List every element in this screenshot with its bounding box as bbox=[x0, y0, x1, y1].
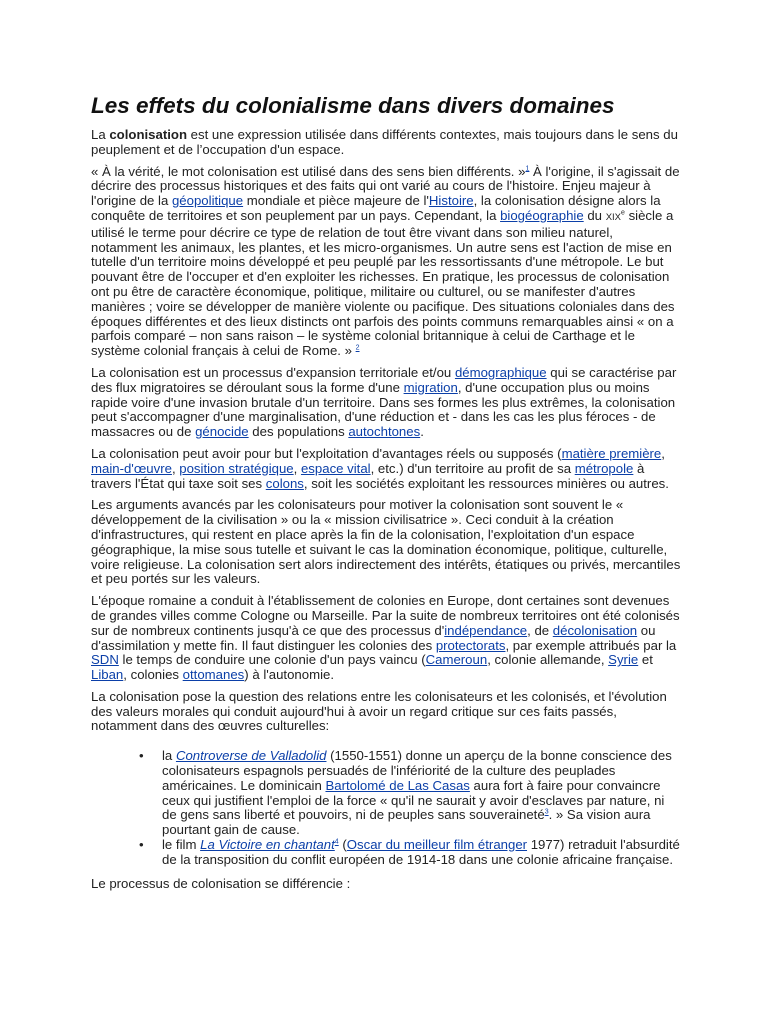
text: du bbox=[583, 207, 606, 223]
paragraph-differentiation: Le processus de colonisation se différencie : bbox=[91, 875, 351, 891]
text: , par exemple attribués par la bbox=[505, 637, 677, 653]
footnote-link-3[interactable]: 3 bbox=[544, 809, 549, 817]
text: la bbox=[162, 748, 176, 764]
text: , soit les sociétés exploitant les ressources minières ou autres. bbox=[303, 475, 669, 491]
text: La colonisation est un processus d'expansion territoriale et/ou bbox=[91, 364, 455, 380]
text: La colonisation peut avoir pour but l'exploitation d'avantages réels ou supposés ( bbox=[91, 445, 562, 461]
page-title: Les effets du colonialisme dans divers domaines bbox=[91, 93, 615, 118]
link-syrie[interactable]: Syrie bbox=[608, 652, 639, 668]
list-item bbox=[139, 748, 681, 838]
text: 1977) retraduit l'absurdité de la transposition du conflit européen de 1914-18 dans une colonie africaine française. bbox=[162, 837, 680, 867]
text: ou d'assimilation y mette fin. Il faut distinguer les colonies des bbox=[91, 622, 656, 653]
paragraph-origin bbox=[91, 165, 681, 359]
link-cameroun[interactable]: Cameroun bbox=[425, 652, 488, 668]
text: , colonies bbox=[123, 667, 183, 683]
text: mondiale et pièce majeure de l' bbox=[243, 193, 429, 209]
italic-title: Controverse de Valladolid bbox=[175, 748, 327, 764]
text: , etc.) d'un territoire au profit de sa bbox=[370, 460, 575, 476]
link-main-doeuvre[interactable]: main-d'œuvre bbox=[91, 460, 172, 476]
link-independance[interactable]: indépendance bbox=[444, 622, 528, 638]
text: « À la vérité, le mot colonisation est utilisé dans des sens bien différents. » bbox=[91, 163, 526, 179]
link-genocide[interactable]: génocide bbox=[195, 424, 249, 440]
link-matiere-premiere[interactable]: matière première bbox=[561, 445, 662, 461]
italic-title: La Victoire en chantant bbox=[200, 837, 335, 853]
text: La bbox=[91, 127, 110, 142]
paragraph-definition bbox=[91, 128, 681, 158]
text: , d'une occupation plus ou moins rapide voire d'une invasion brutale d'un territoire. Dans ses formes les plus extrêmes, la colonisation peut s'accompagner d'une marginalisation, d'une réduction et - dans les cas les plus féroces - de massacres ou de bbox=[91, 379, 676, 440]
text: est une expression utilisée dans différents contextes, mais toujours dans le sens du peuplement et de l’occupation d'un espace. bbox=[91, 127, 678, 157]
text: , la colonisation désigne alors la conquête de territoires et son peuplement par un pays. Cependant, la bbox=[91, 193, 661, 223]
century-suffix: e bbox=[621, 209, 625, 217]
footnote-link-4[interactable]: 4 bbox=[334, 838, 339, 846]
link-controverse-valladolid[interactable] bbox=[176, 748, 327, 763]
link-migration[interactable]: migration bbox=[403, 379, 458, 395]
text: des populations bbox=[248, 424, 349, 440]
text: et bbox=[638, 652, 653, 668]
text: . bbox=[420, 424, 424, 440]
text: L'époque romaine a conduit à l'établissement de colonies en Europe, dont certaines sont devenues de grandes villes comme Cologne ou Marseille. Par la suite de nombreux territoires ont été colonisés sur de nombreux continents jusqu'à ce que des processus d' bbox=[91, 593, 680, 638]
text: qui se caractérise par des flux migratoires se déroulant sous la forme d'une bbox=[91, 364, 677, 395]
paragraph-process bbox=[91, 366, 681, 440]
link-metropole[interactable]: métropole bbox=[574, 460, 634, 476]
bullet-list bbox=[91, 749, 681, 867]
link-sdn[interactable]: SDN bbox=[91, 652, 119, 668]
link-espace-vital[interactable]: espace vital bbox=[300, 460, 371, 476]
link-oscar-film-etranger[interactable]: Oscar du meilleur film étranger bbox=[346, 837, 528, 853]
bullet-icon: • bbox=[139, 748, 144, 764]
link-geopolitique[interactable]: géopolitique bbox=[171, 193, 244, 209]
century-numeral: XIX bbox=[605, 211, 621, 223]
link-histoire[interactable]: Histoire bbox=[428, 193, 474, 209]
text: ) à l'autonomie. bbox=[244, 667, 335, 683]
text: . » Sa vision aura pourtant gain de cause. bbox=[162, 807, 651, 838]
link-demographique[interactable]: démographique bbox=[454, 364, 547, 380]
link-biogeographie[interactable]: biogéographie bbox=[500, 207, 584, 223]
text: À l'origine, il s'agissait de décrire des processus historiques et des faits qui ont varié au cours de l'histoire. Enjeu majeur à l'origine de la bbox=[91, 163, 680, 209]
text: (1550-1551) donne un aperçu de la bonne conscience des colonisateurs espagnols persuadés de l'infériorité de la culture des peuplades américaines. Le dominicain bbox=[162, 748, 672, 793]
text: , de bbox=[527, 622, 553, 638]
link-bartolome-las-casas[interactable]: Bartolomé de Las Casas bbox=[325, 777, 470, 793]
article bbox=[91, 92, 681, 898]
text: le temps de conduire une colonie d'un pays vaincu ( bbox=[118, 652, 426, 668]
text: le film bbox=[162, 837, 201, 853]
link-position-strategique[interactable]: position stratégique bbox=[179, 460, 294, 476]
bold-term: colonisation bbox=[109, 127, 188, 142]
text: siècle a utilisé le terme pour décrire ce type de relation de tout être vivant dans son milieu naturel, notamment les animaux, les plantes, et les micro-organismes. Un autre sens est l'action de mise en tutelle d'un territoire moins développé et peu peuplé par les ressortissants d'une métropole. Le but pouvant être de l'occuper et d'en exploiter les richesses. En pratique, les processus de colonisation ont pu être de caractère économique, politique, militaire ou culturel, ou se manifester d'autres manières ; voire se développer de manière violente ou pacifique. Des situations coloniales dans des époques différentes et des lieux distincts ont parfois des points communs remarquables ainsi « on a parfois comparé – non sans raison – le système colonial britannique à celui de Carthage et le système colonial français à celui de Rome. » bbox=[91, 207, 675, 359]
text: , bbox=[171, 460, 180, 476]
link-protectorats[interactable]: protectorats bbox=[435, 637, 506, 653]
text: , colonie allemande, bbox=[487, 652, 609, 668]
bullet-icon: • bbox=[139, 837, 144, 853]
footnote-link-1[interactable]: 1 bbox=[525, 165, 530, 173]
text: ( bbox=[338, 837, 347, 853]
paragraph-history bbox=[91, 594, 681, 683]
link-decolonisation[interactable]: décolonisation bbox=[552, 622, 638, 638]
text: à travers l'État qui taxe soit ses bbox=[91, 460, 645, 491]
list-item bbox=[139, 837, 681, 868]
paragraph-exploitation bbox=[91, 447, 681, 491]
link-ottomanes[interactable]: ottomanes bbox=[182, 667, 245, 683]
footnote-link-2[interactable]: 2 bbox=[355, 344, 360, 352]
link-liban[interactable]: Liban bbox=[91, 667, 124, 683]
paragraph-relations: La colonisation pose la question des relations entre les colonisateurs et les colonisés, et l'évolution des valeurs morales qui conduit aujourd'hui à avoir un regard critique sur ces faits passés, notamment dans des œuvres culturelles: bbox=[91, 688, 667, 734]
text: , bbox=[661, 445, 665, 461]
text: aura fort à faire pour convaincre ceux qui justifient l'emploi de la force « qu'il ne saurait y avoir d'esclaves par nature, ni de gens sans liberté et pouvoirs, ni de peuples sans souveraineté bbox=[162, 777, 665, 823]
link-la-victoire-en-chantant[interactable] bbox=[200, 837, 335, 852]
link-colons[interactable]: colons bbox=[265, 475, 304, 491]
link-autochtones[interactable]: autochtones bbox=[348, 424, 421, 440]
text: , bbox=[293, 460, 301, 476]
paragraph-arguments: Les arguments avancés par les colonisateurs pour motiver la colonisation sont souvent le « développement de la civilisation » ou la « mission civilisatrice ». Ceci conduit à la création d'infrastructures, qui restent en place après la fin de la colonisation, l'exploitation d'un espace géographique, la mise sous tutelle et suivant le cas la domination économique, politique, culturelle, voire religieuse. La colonisation sert alors indirectement des intérêts, étatiques ou privés, mercantiles et peu portés sur les valeurs. bbox=[91, 497, 681, 587]
